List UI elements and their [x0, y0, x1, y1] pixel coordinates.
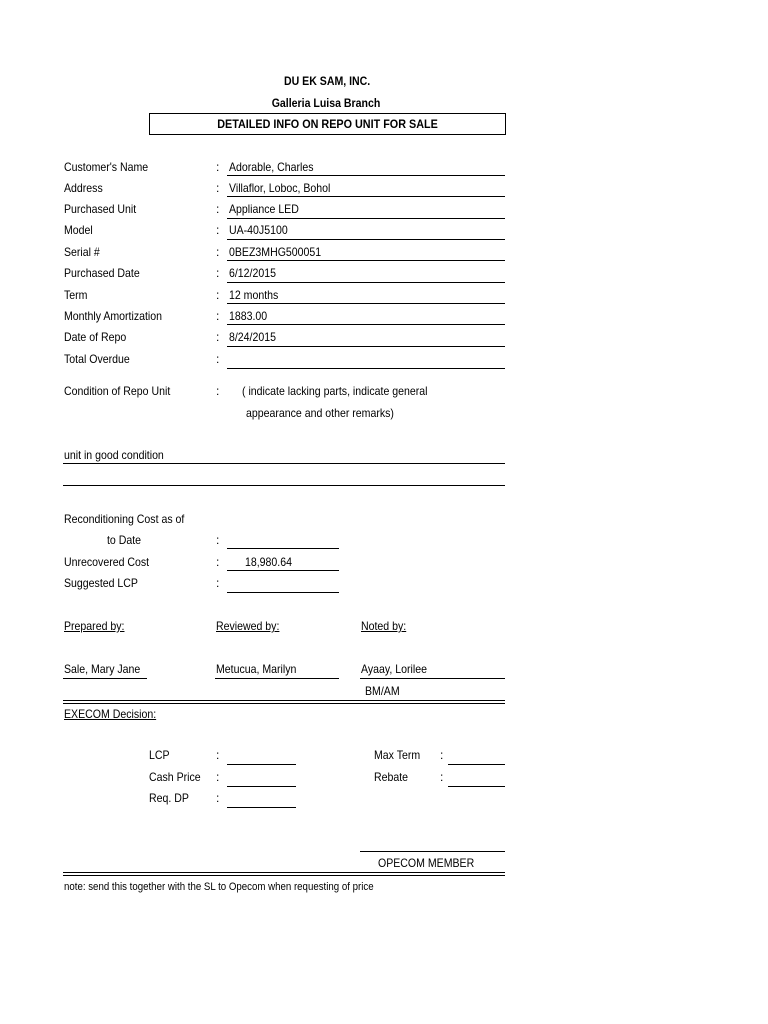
field-underline — [227, 570, 339, 571]
field-underline — [448, 786, 505, 787]
colon: : — [216, 352, 220, 366]
label-purchased-date: Purchased Date — [64, 266, 140, 280]
colon: : — [440, 748, 444, 762]
label-condition: Condition of Repo Unit — [64, 384, 171, 398]
signature-line — [360, 678, 505, 679]
value-term: 12 months — [229, 288, 279, 302]
colon: : — [216, 309, 220, 323]
field-underline — [227, 324, 505, 325]
colon: : — [216, 748, 220, 762]
condition-remarks: unit in good condition — [64, 448, 164, 462]
field-underline — [227, 592, 339, 593]
condition-note-1: ( indicate lacking parts, indicate general — [242, 384, 428, 398]
reviewed-by-label: Reviewed by: — [216, 619, 280, 633]
value-monthly-amortization: 1883.00 — [229, 309, 268, 323]
field-underline — [227, 303, 505, 304]
value-model: UA-40J5100 — [229, 223, 288, 237]
execom-rebate-label: Rebate — [374, 770, 409, 784]
section-divider — [63, 872, 505, 873]
section-divider — [63, 703, 505, 704]
label-address: Address — [64, 181, 103, 195]
colon: : — [216, 223, 220, 237]
execom-req-dp-label: Req. DP — [149, 791, 189, 805]
field-underline — [227, 175, 505, 176]
value-purchased-unit: Appliance LED — [229, 202, 299, 216]
field-underline — [227, 282, 505, 283]
label-term: Term — [64, 288, 88, 302]
field-underline — [227, 786, 296, 787]
field-underline — [227, 346, 505, 347]
label-customer-name: Customer's Name — [64, 160, 149, 174]
field-underline — [227, 196, 505, 197]
colon: : — [216, 384, 220, 398]
execom-title: EXECOM Decision: — [64, 707, 157, 721]
colon: : — [216, 181, 220, 195]
field-underline — [227, 807, 296, 808]
remarks-underline — [63, 485, 505, 486]
label-date-of-repo: Date of Repo — [64, 330, 127, 344]
value-date-of-repo: 8/24/2015 — [229, 330, 276, 344]
condition-note-2: appearance and other remarks) — [246, 406, 394, 420]
field-underline — [227, 260, 505, 261]
signature-line — [63, 678, 147, 679]
field-underline — [227, 218, 505, 219]
prepared-by-label: Prepared by: — [64, 619, 125, 633]
colon: : — [216, 555, 220, 569]
colon: : — [216, 288, 220, 302]
form-title-box — [149, 113, 506, 135]
opecom-member-label: OPECOM MEMBER — [378, 856, 475, 870]
signature-line — [360, 851, 505, 852]
section-divider — [63, 875, 505, 876]
field-underline — [448, 764, 505, 765]
colon: : — [216, 202, 220, 216]
colon: : — [216, 266, 220, 280]
section-divider — [63, 700, 505, 701]
colon: : — [216, 533, 220, 547]
execom-cash-price-label: Cash Price — [149, 770, 201, 784]
colon: : — [216, 770, 220, 784]
label-purchased-unit: Purchased Unit — [64, 202, 137, 216]
reviewed-by-name: Metucua, Marilyn — [216, 662, 297, 676]
field-underline — [227, 764, 296, 765]
label-monthly-amortization: Monthly Amortization — [64, 309, 163, 323]
label-model: Model — [64, 223, 93, 237]
execom-lcp-label: LCP — [149, 748, 170, 762]
label-serial: Serial # — [64, 245, 100, 259]
footer-note: note: send this together with the SL to Opecom when requesting of price — [64, 881, 374, 893]
field-underline — [227, 239, 505, 240]
label-suggested-lcp: Suggested LCP — [64, 576, 138, 590]
label-total-overdue: Total Overdue — [64, 352, 130, 366]
execom-max-term-label: Max Term — [374, 748, 421, 762]
field-underline — [227, 368, 505, 369]
label-unrecovered-cost: Unrecovered Cost — [64, 555, 150, 569]
colon: : — [216, 245, 220, 259]
remarks-underline — [63, 463, 505, 464]
field-underline — [227, 548, 339, 549]
branch-name: Galleria Luisa Branch — [271, 96, 381, 110]
value-unrecovered-cost: 18,980.64 — [245, 555, 292, 569]
signature-line — [215, 678, 339, 679]
noted-by-label: Noted by: — [361, 619, 407, 633]
label-recon-cost-date: to Date — [107, 533, 142, 547]
colon: : — [216, 791, 220, 805]
form-title: DETAILED INFO ON REPO UNIT FOR SALE — [217, 117, 438, 131]
value-purchased-date: 6/12/2015 — [229, 266, 276, 280]
noted-by-title: BM/AM — [365, 684, 400, 698]
prepared-by-name: Sale, Mary Jane — [64, 662, 141, 676]
label-recon-cost: Reconditioning Cost as of — [64, 512, 185, 526]
value-serial: 0BEZ3MHG500051 — [229, 245, 322, 259]
colon: : — [216, 330, 220, 344]
colon: : — [216, 576, 220, 590]
value-address: Villaflor, Loboc, Bohol — [229, 181, 331, 195]
colon: : — [440, 770, 444, 784]
colon: : — [216, 160, 220, 174]
value-customer-name: Adorable, Charles — [229, 160, 314, 174]
noted-by-name: Ayaay, Lorilee — [361, 662, 427, 676]
company-name: DU EK SAM, INC. — [283, 74, 371, 88]
